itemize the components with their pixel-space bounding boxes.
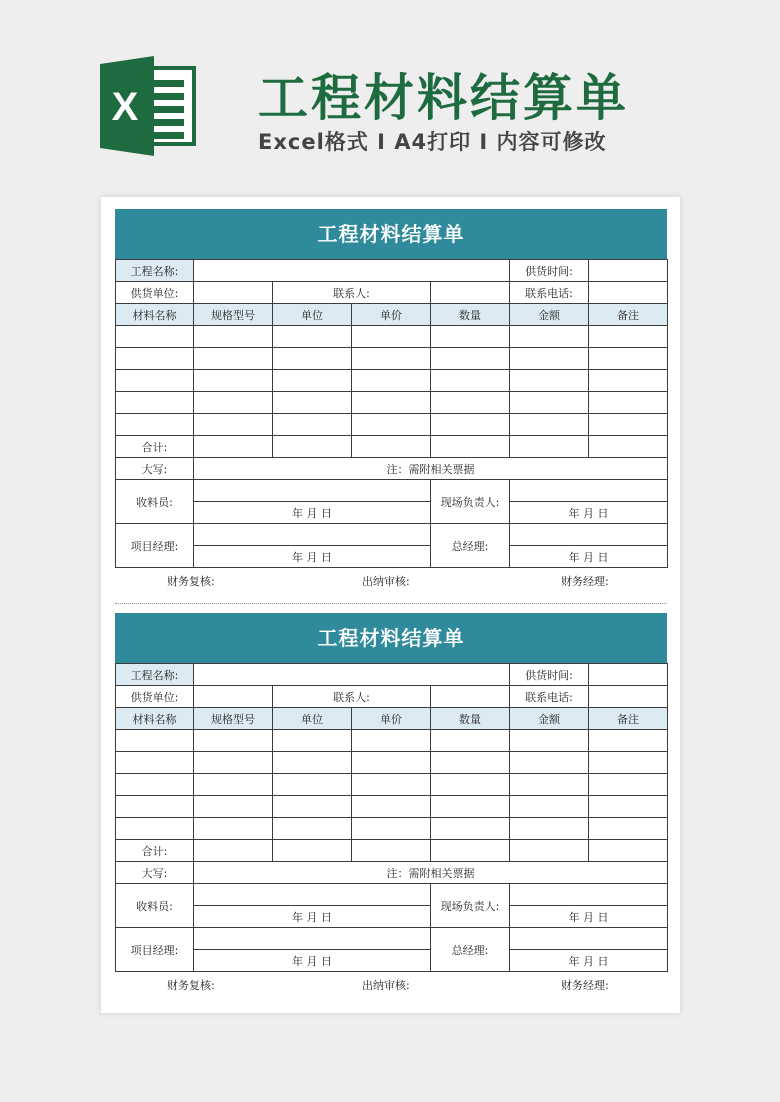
table-cell[interactable]: [273, 392, 352, 414]
supplier-label: 供货单位:: [116, 686, 194, 708]
general-manager-sign-field[interactable]: [510, 928, 668, 950]
table-cell[interactable]: [589, 730, 668, 752]
excel-icon: [100, 56, 200, 156]
table-cell[interactable]: [589, 414, 668, 436]
table-cell[interactable]: [431, 348, 510, 370]
table-cell[interactable]: [273, 752, 352, 774]
table-cell[interactable]: [589, 818, 668, 840]
uppercase-row: [116, 862, 668, 884]
total-label: 合计:: [116, 436, 194, 458]
table-cell[interactable]: [589, 840, 668, 862]
table-row: [116, 326, 668, 348]
table-cell[interactable]: [273, 436, 352, 458]
table-cell[interactable]: [194, 774, 273, 796]
table-cell[interactable]: [116, 348, 194, 370]
project-manager-label: 项目经理:: [116, 524, 194, 568]
site-manager-date: 年 月 日: [510, 906, 668, 928]
table-cell[interactable]: [194, 348, 273, 370]
paper-sheet: [101, 197, 680, 1013]
table-row: [116, 730, 668, 752]
table-cell[interactable]: [510, 436, 589, 458]
table-cell[interactable]: [589, 752, 668, 774]
contact-phone-field[interactable]: [589, 282, 668, 304]
table-cell[interactable]: [273, 840, 352, 862]
table-cell[interactable]: [194, 436, 273, 458]
table-row: [116, 774, 668, 796]
page-header: [0, 0, 780, 190]
column-header: 数量: [431, 708, 510, 730]
supply-time-field[interactable]: [589, 664, 668, 686]
settlement-table: [115, 259, 668, 568]
table-cell[interactable]: [194, 370, 273, 392]
table-cell[interactable]: [194, 414, 273, 436]
column-header: 材料名称: [116, 708, 194, 730]
cashier-review-label: 出纳审核:: [362, 575, 410, 588]
form-title: 工程材料结算单: [115, 209, 667, 259]
general-manager-label: 总经理:: [431, 928, 510, 972]
table-cell[interactable]: [510, 752, 589, 774]
table-cell[interactable]: [273, 774, 352, 796]
table-cell[interactable]: [589, 436, 668, 458]
table-row: [116, 348, 668, 370]
table-cell[interactable]: [431, 818, 510, 840]
table-cell[interactable]: [194, 818, 273, 840]
project-manager-date: 年 月 日: [194, 546, 431, 568]
table-cell[interactable]: [510, 326, 589, 348]
table-cell[interactable]: [273, 348, 352, 370]
site-manager-sign-field[interactable]: [510, 480, 668, 502]
table-row: [116, 818, 668, 840]
total-row: [116, 436, 668, 458]
table-cell[interactable]: [116, 796, 194, 818]
table-cell[interactable]: [352, 796, 431, 818]
uppercase-label: 大写:: [116, 458, 194, 480]
project-name-label: 工程名称:: [116, 664, 194, 686]
table-cell[interactable]: [431, 392, 510, 414]
table-cell[interactable]: [352, 370, 431, 392]
table-row: [116, 796, 668, 818]
receiver-label: 收料员:: [116, 480, 194, 524]
settlement-form-2: [115, 613, 667, 996]
contact-field[interactable]: [431, 282, 510, 304]
contact-phone-label: 联系电话:: [510, 282, 589, 304]
table-cell[interactable]: [194, 796, 273, 818]
table-cell[interactable]: [194, 730, 273, 752]
table-cell[interactable]: [116, 752, 194, 774]
table-cell[interactable]: [194, 326, 273, 348]
table-cell[interactable]: [589, 392, 668, 414]
column-header: 材料名称: [116, 304, 194, 326]
supplier-label: 供货单位:: [116, 282, 194, 304]
table-cell[interactable]: [194, 752, 273, 774]
column-header: 规格型号: [194, 304, 273, 326]
table-cell[interactable]: [116, 774, 194, 796]
table-cell[interactable]: [431, 370, 510, 392]
table-cell[interactable]: [510, 392, 589, 414]
supply-time-field[interactable]: [589, 260, 668, 282]
table-cell[interactable]: [510, 414, 589, 436]
supply-time-label: 供货时间:: [510, 260, 589, 282]
site-manager-label: 现场负责人:: [431, 884, 510, 928]
general-manager-date: 年 月 日: [510, 546, 668, 568]
table-cell[interactable]: [510, 840, 589, 862]
table-cell[interactable]: [352, 818, 431, 840]
table-cell[interactable]: [589, 796, 668, 818]
table-cell[interactable]: [589, 370, 668, 392]
column-header: 数量: [431, 304, 510, 326]
table-cell[interactable]: [589, 348, 668, 370]
column-header: 单位: [273, 708, 352, 730]
table-cell[interactable]: [194, 840, 273, 862]
table-row: [116, 392, 668, 414]
project-name-field[interactable]: [194, 664, 510, 686]
finance-manager-label: 财务经理:: [561, 979, 609, 992]
table-cell[interactable]: [273, 414, 352, 436]
column-header: 备注: [589, 708, 668, 730]
table-cell[interactable]: [116, 414, 194, 436]
table-cell[interactable]: [510, 796, 589, 818]
cashier-review-label: 出纳审核:: [362, 979, 410, 992]
project-name-field[interactable]: [194, 260, 510, 282]
table-cell[interactable]: [273, 796, 352, 818]
site-manager-date: 年 月 日: [510, 502, 668, 524]
table-cell[interactable]: [352, 840, 431, 862]
project-manager-sign-field[interactable]: [194, 524, 431, 546]
page-title: 工程材料结算单: [258, 69, 629, 127]
finance-manager-label: 财务经理:: [561, 575, 609, 588]
general-manager-sign-field[interactable]: [510, 524, 668, 546]
table-cell[interactable]: [273, 370, 352, 392]
signature-footer: [115, 972, 667, 996]
note-text: 注：需附相关票据: [194, 862, 668, 884]
receiver-sign-field[interactable]: [194, 884, 431, 906]
project-manager-date: 年 月 日: [194, 950, 431, 972]
table-cell[interactable]: [510, 730, 589, 752]
finance-review-label: 财务复核:: [167, 575, 215, 588]
table-cell[interactable]: [510, 370, 589, 392]
table-cell[interactable]: [116, 326, 194, 348]
table-cell[interactable]: [116, 730, 194, 752]
dotted-divider: [115, 603, 667, 604]
contact-phone-field[interactable]: [589, 686, 668, 708]
project-name-label: 工程名称:: [116, 260, 194, 282]
table-cell[interactable]: [431, 796, 510, 818]
column-header: 单位: [273, 304, 352, 326]
table-cell[interactable]: [352, 326, 431, 348]
table-cell[interactable]: [510, 774, 589, 796]
table-cell[interactable]: [510, 348, 589, 370]
site-manager-label: 现场负责人:: [431, 480, 510, 524]
logo-letter: X: [111, 85, 139, 129]
uppercase-label: 大写:: [116, 862, 194, 884]
settlement-form-1: [115, 209, 667, 592]
general-manager-date: 年 月 日: [510, 950, 668, 972]
supplier-field[interactable]: [194, 282, 273, 304]
contact-label: 联系人:: [273, 282, 431, 304]
site-manager-sign-field[interactable]: [510, 884, 668, 906]
column-header: 规格型号: [194, 708, 273, 730]
table-cell[interactable]: [116, 370, 194, 392]
column-header: 单价: [352, 708, 431, 730]
table-cell[interactable]: [352, 414, 431, 436]
table-cell[interactable]: [589, 326, 668, 348]
table-cell[interactable]: [431, 752, 510, 774]
table-cell[interactable]: [116, 392, 194, 414]
receiver-date: 年 月 日: [194, 502, 431, 524]
table-cell[interactable]: [273, 730, 352, 752]
table-cell[interactable]: [352, 436, 431, 458]
table-cell[interactable]: [431, 414, 510, 436]
table-cell[interactable]: [431, 774, 510, 796]
total-label: 合计:: [116, 840, 194, 862]
table-cell[interactable]: [431, 730, 510, 752]
uppercase-row: [116, 458, 668, 480]
contact-field[interactable]: [431, 686, 510, 708]
receiver-sign-field[interactable]: [194, 480, 431, 502]
project-manager-sign-field[interactable]: [194, 928, 431, 950]
column-header: 备注: [589, 304, 668, 326]
table-cell[interactable]: [352, 348, 431, 370]
table-cell[interactable]: [352, 752, 431, 774]
column-header: 单价: [352, 304, 431, 326]
total-row: [116, 840, 668, 862]
supply-time-label: 供货时间:: [510, 664, 589, 686]
table-row: [116, 370, 668, 392]
settlement-table: [115, 663, 668, 972]
table-cell[interactable]: [352, 392, 431, 414]
form-title: 工程材料结算单: [115, 613, 667, 663]
signature-footer: [115, 568, 667, 592]
page-subtitle: Excel格式 I A4打印 I 内容可修改: [258, 130, 607, 154]
supplier-field[interactable]: [194, 686, 273, 708]
table-cell[interactable]: [352, 774, 431, 796]
finance-review-label: 财务复核:: [167, 979, 215, 992]
contact-phone-label: 联系电话:: [510, 686, 589, 708]
project-manager-label: 项目经理:: [116, 928, 194, 972]
column-header: 金额: [510, 708, 589, 730]
table-row: [116, 752, 668, 774]
general-manager-label: 总经理:: [431, 524, 510, 568]
table-cell[interactable]: [194, 392, 273, 414]
table-cell[interactable]: [431, 326, 510, 348]
table-row: [116, 414, 668, 436]
table-cell[interactable]: [273, 326, 352, 348]
column-header: 金额: [510, 304, 589, 326]
table-cell[interactable]: [510, 818, 589, 840]
table-cell[interactable]: [589, 774, 668, 796]
receiver-label: 收料员:: [116, 884, 194, 928]
receiver-date: 年 月 日: [194, 906, 431, 928]
table-cell[interactable]: [116, 818, 194, 840]
table-cell[interactable]: [431, 840, 510, 862]
table-cell[interactable]: [273, 818, 352, 840]
contact-label: 联系人:: [273, 686, 431, 708]
table-cell[interactable]: [352, 730, 431, 752]
note-text: 注：需附相关票据: [194, 458, 668, 480]
table-cell[interactable]: [431, 436, 510, 458]
